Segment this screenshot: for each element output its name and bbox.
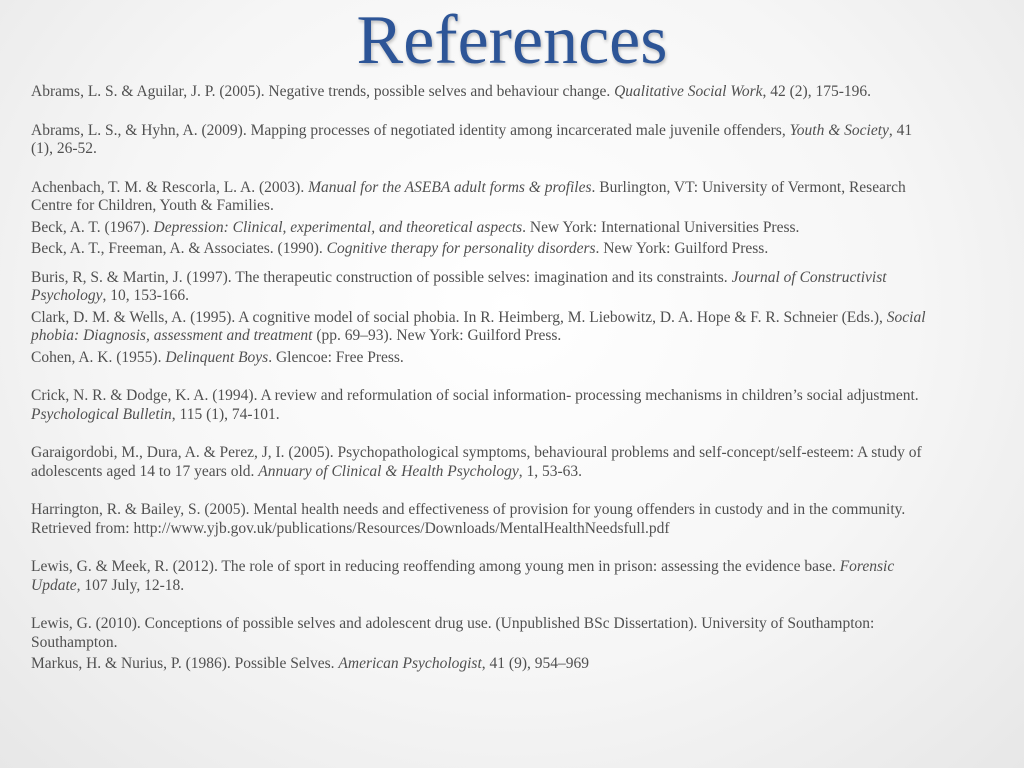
reference-details: . New York: Guilford Press. — [595, 240, 769, 257]
reference-text: Abrams, L. S. & Aguilar, J. P. (2005). Negative trends, possible selves and behaviour change. — [31, 83, 615, 100]
reference-item — [31, 615, 937, 652]
reference-text: Cohen, A. K. (1955). — [31, 348, 166, 366]
reference-item — [31, 83, 937, 102]
reference-details: , 10, 153-166. — [102, 287, 189, 304]
reference-item — [31, 444, 937, 481]
reference-item — [31, 558, 937, 595]
reference-source: Social phobia: Diagnosis, assessment and treatment — [31, 308, 926, 344]
reference-text: Abrams, L. S., & Hyhn, A. (2009). Mapping processes of negotiated identity among incarcerated male juvenile offenders, — [31, 121, 790, 139]
reference-source: American Psychologist — [338, 655, 482, 672]
slide-title: References — [356, 2, 668, 79]
reference-details: 107 July, 12-18. — [80, 576, 185, 594]
reference-item — [31, 269, 937, 306]
reference-item — [31, 240, 937, 259]
reference-item — [31, 349, 937, 368]
reference-item — [31, 122, 937, 159]
reference-details: , 1, 53-63. — [518, 462, 583, 480]
reference-text: Harrington, R. & Bailey, S. (2005). Mental health needs and effectiveness of provision for young offenders in custody and in the community. Retrieved from: http://www.yjb.gov.uk/publications/Resources/Downloads/MentalHealthNeedsfull.pdf — [31, 501, 906, 537]
reference-source: Qualitative Social Work — [614, 83, 763, 100]
reference-text: Crick, N. R. & Dodge, K. A. (1994). A review and reformulation of social information- processing mechanisms in children’s social adjustment. — [31, 387, 919, 404]
reference-item — [31, 655, 937, 674]
reference-list — [31, 83, 937, 674]
reference-text: Beck, A. T. (1967). — [31, 218, 154, 236]
reference-item — [31, 179, 937, 216]
reference-source: Manual for the ASEBA adult forms & profiles — [308, 178, 592, 196]
reference-source: Psychological Bulletin — [31, 405, 172, 423]
reference-details: (pp. 69–93). New York: Guilford Press. — [312, 327, 562, 344]
reference-source: Annuary of Clinical & Health Psychology — [258, 462, 519, 480]
reference-source: Forensic Update, — [31, 558, 895, 594]
reference-item — [31, 387, 937, 424]
reference-source: Youth & Society — [789, 121, 889, 139]
reference-details: , 41 (9), 954–969 — [481, 655, 589, 672]
reference-details: . New York: International Universities Press. — [522, 218, 800, 236]
reference-text: Lewis, G. (2010). Conceptions of possible selves and adolescent drug use. (Unpublished BSc Dissertation). University of Southampton: Southampton. — [31, 615, 875, 651]
reference-source: Delinquent Boys — [165, 348, 269, 366]
reference-item — [31, 501, 937, 538]
reference-item — [31, 309, 937, 346]
reference-source: Journal of Constructivist Psychology — [31, 268, 887, 304]
reference-details: . Glencoe: Free Press. — [268, 348, 404, 366]
reference-details: . Burlington, VT: University of Vermont, Research Centre for Children, Youth & Families. — [31, 178, 906, 214]
reference-details: , 42 (2), 175-196. — [762, 83, 871, 100]
reference-source: Cognitive therapy for personality disorders — [326, 240, 596, 257]
reference-text: Garaigordobi, M., Dura, A. & Perez, J, I. (2005). Psychopathological symptoms, behavioural problems and self-concept/self-esteem: A study of adolescents aged 14 to 17 years old. — [31, 444, 922, 480]
reference-text: Clark, D. M. & Wells, A. (1995). A cognitive model of social phobia. In R. Heimberg, M. Liebowitz, D. A. Hope & F. R. Schneier (Eds.), — [31, 308, 887, 326]
reference-text: Lewis, G. & Meek, R. (2012). The role of sport in reducing reoffending among young men in prison: assessing the evidence base. — [31, 558, 840, 575]
reference-source: Depression: Clinical, experimental, and theoretical aspects — [153, 218, 523, 236]
reference-details: , 41 (1), 26-52. — [31, 121, 913, 157]
reference-text: Markus, H. & Nurius, P. (1986). Possible Selves. — [31, 655, 339, 672]
reference-text: Achenbach, T. M. & Rescorla, L. A. (2003). — [31, 178, 309, 196]
reference-text: Beck, A. T., Freeman, A. & Associates. (1990). — [31, 240, 327, 257]
reference-details: , 115 (1), 74-101. — [171, 405, 280, 423]
reference-item — [31, 219, 937, 238]
reference-text: Buris, R, S. & Martin, J. (1997). The therapeutic construction of possible selves: imagination and its constraints. — [31, 268, 732, 286]
